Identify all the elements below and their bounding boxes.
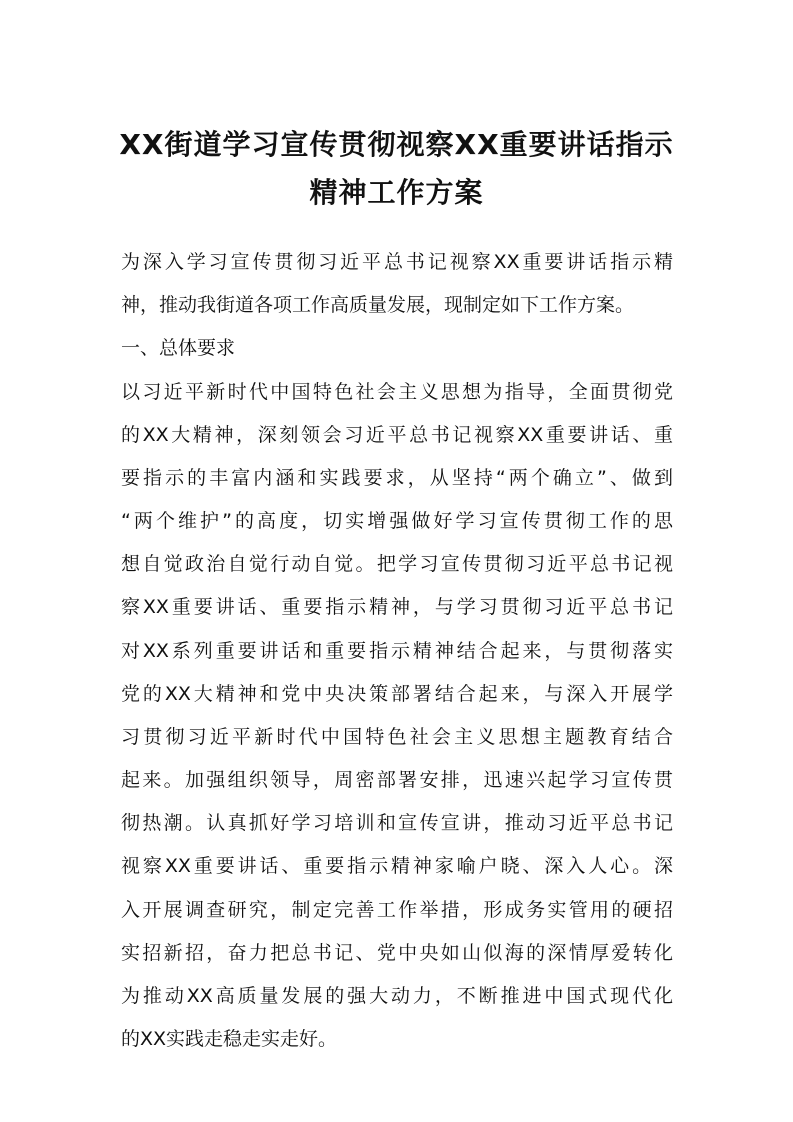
body-line: 彻热潮。认真抓好学习培训和宣传宣讲，推动习近平总书记 (121, 812, 673, 834)
body-line: 要指示的丰富内涵和实践要求，从坚持“两个确立”、做到 (121, 467, 673, 489)
body-line: 的XX实践走稳走实走好。 (121, 1028, 338, 1050)
document-title-line-1: XX街道学习宣传贯彻视察XX重要讲话指示 (119, 128, 674, 161)
body-line: 实招新招，奋力把总书记、党中央如山似海的深情厚爱转化 (121, 942, 673, 964)
body-line: 察XX重要讲话、重要指示精神，与学习贯彻习近平总书记 (121, 596, 673, 618)
document-title-line-2: 精神工作方案 (309, 176, 484, 209)
body-line: 想自觉政治自觉行动自觉。把学习宣传贯彻习近平总书记视 (121, 553, 673, 575)
body-line: 以习近平新时代中国特色社会主义思想为指导，全面贯彻党 (121, 381, 673, 403)
body-line: 视察XX重要讲话、重要指示精神家喻户晓、深入人心。深 (121, 855, 673, 877)
body-line: 入开展调查研究，制定完善工作举措，形成务实管用的硬招 (121, 899, 673, 921)
body-line: 的XX大精神，深刻领会习近平总书记视察XX重要讲话、重 (121, 424, 673, 446)
body-line: “两个维护”的高度，切实增强做好学习宣传贯彻工作的思 (121, 510, 673, 532)
body-line: 党的XX大精神和党中央决策部署结合起来，与深入开展学 (121, 683, 673, 705)
body-line: 为推动XX高质量发展的强大动力，不断推进中国式现代化 (121, 985, 673, 1007)
body-line: 为深入学习宣传贯彻习近平总书记视察XX重要讲话指示精 (121, 251, 673, 273)
section-heading: 一、总体要求 (121, 337, 236, 359)
body-line: 习贯彻习近平新时代中国特色社会主义思想主题教育结合 (121, 726, 673, 748)
body-line: 起来。加强组织领导，周密部署安排，迅速兴起学习宣传贯 (121, 769, 673, 791)
body-line: 对XX系列重要讲话和重要指示精神结合起来，与贯彻落实 (121, 640, 673, 662)
body-line: 神，推动我街道各项工作高质量发展，现制定如下工作方案。 (121, 294, 635, 316)
